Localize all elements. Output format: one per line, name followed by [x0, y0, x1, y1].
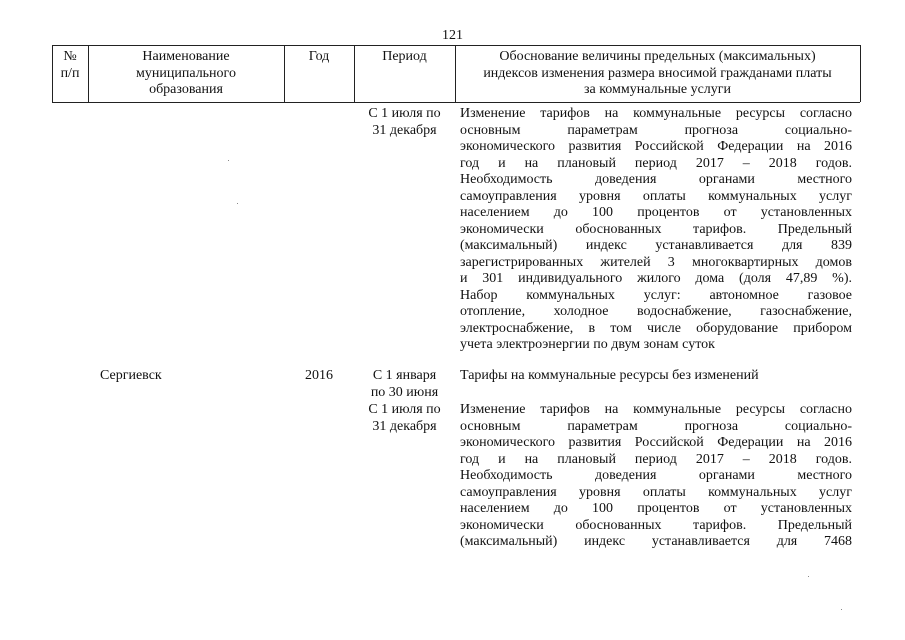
- scan-speck: [228, 160, 229, 161]
- row-period: [354, 106, 455, 139]
- basis-line: Набор коммунальных услуг: автономное газовое: [460, 287, 852, 303]
- basis-line: основным параметрам прогноза социально-: [460, 418, 852, 434]
- header-bottom-border: [52, 102, 860, 103]
- row-period: [354, 368, 455, 401]
- period-line: 31 декабря: [372, 122, 437, 138]
- page-number: 121: [442, 28, 463, 43]
- basis-line: Изменение тарифов на коммунальные ресурсы согласно: [460, 402, 852, 417]
- basis-line: Изменение тарифов на коммунальные ресурсы согласно: [460, 106, 852, 121]
- period-line: С 1 июля по: [368, 402, 441, 417]
- header-col-basis-line: индексов изменения размера вносимой гражданами платы: [483, 65, 832, 81]
- row-year: [284, 368, 354, 385]
- scan-speck: [237, 203, 238, 204]
- period-line: С 1 июля по: [368, 106, 441, 121]
- header-col-number-line: №: [63, 49, 77, 64]
- basis-line: (максимальный) индекс устанавливается для 7468: [460, 534, 852, 549]
- year-value: 2016: [305, 368, 333, 383]
- header-col-basis-line: за коммунальные услуги: [583, 82, 732, 97]
- basis-line: самоуправления уровня оплаты коммунальных услуг: [460, 188, 852, 204]
- header-border-right: [860, 45, 861, 102]
- header-col-period: [354, 49, 455, 66]
- basis-line: (максимальный) индекс устанавливается для 839: [460, 238, 852, 253]
- header-col-municipality-line: муниципального: [136, 65, 236, 81]
- header-col-basis-line: Обоснование величины предельных (максимальных): [499, 49, 816, 64]
- basis-line: экономически обоснованных тарифов. Предельный: [460, 517, 852, 533]
- scan-speck: [841, 609, 842, 610]
- header-col-municipality-line: Наименование: [142, 49, 230, 64]
- period-line: С 1 января: [372, 368, 437, 383]
- basis-line: Необходимость доведения органами местного: [460, 172, 852, 187]
- basis-line: и 301 индивидуального жилого дома (доля 47,89 %).: [460, 271, 852, 286]
- basis-line: самоуправления уровня оплаты коммунальных услуг: [460, 484, 852, 500]
- header-col-municipality: [88, 49, 284, 99]
- period-line: по 30 июня: [370, 384, 439, 400]
- municipality-name: Сергиевск: [100, 368, 162, 383]
- basis-line: электроснабжение, в том числе оборудование прибором: [460, 320, 852, 336]
- basis-line: Тарифы на коммунальные ресурсы без изменений: [460, 368, 759, 383]
- header-col-year-label: Год: [308, 49, 330, 64]
- header-col-number-line: п/п: [60, 65, 80, 81]
- header-col-period-label: Период: [382, 49, 427, 64]
- row-basis: [460, 402, 852, 551]
- basis-line: населением до 100 процентов от установленных: [460, 501, 852, 516]
- period-line: 31 декабря: [372, 418, 437, 434]
- basis-line: населением до 100 процентов от установленных: [460, 205, 852, 220]
- row-period: [354, 402, 455, 435]
- basis-line: Необходимость доведения органами местного: [460, 468, 852, 483]
- basis-line: отопление, холодное водоснабжение, газоснабжение,: [460, 304, 852, 319]
- header-col-number: [52, 49, 88, 82]
- header-col-year: [284, 49, 354, 66]
- basis-line: экономически обоснованных тарифов. Предельный: [460, 221, 852, 237]
- scan-speck: [808, 576, 809, 577]
- header-col-basis: [455, 49, 860, 99]
- basis-line: основным параметрам прогноза социально-: [460, 122, 852, 138]
- header-col-municipality-line: образования: [149, 82, 223, 97]
- row-basis: [460, 368, 852, 385]
- header-top-border: [52, 45, 860, 46]
- row-municipality: [100, 368, 280, 385]
- basis-line: год и на плановый период 2017 – 2018 годов.: [460, 155, 852, 171]
- row-basis: [460, 106, 852, 354]
- basis-line: экономического развития Российской Федерации на 2016: [460, 435, 852, 450]
- basis-line: зарегистрированных жителей 3 многоквартирных домов: [460, 254, 852, 270]
- basis-line: учета электроэнергии по двум зонам суток: [460, 337, 715, 352]
- basis-line: год и на плановый период 2017 – 2018 годов.: [460, 451, 852, 467]
- basis-line: экономического развития Российской Федерации на 2016: [460, 139, 852, 154]
